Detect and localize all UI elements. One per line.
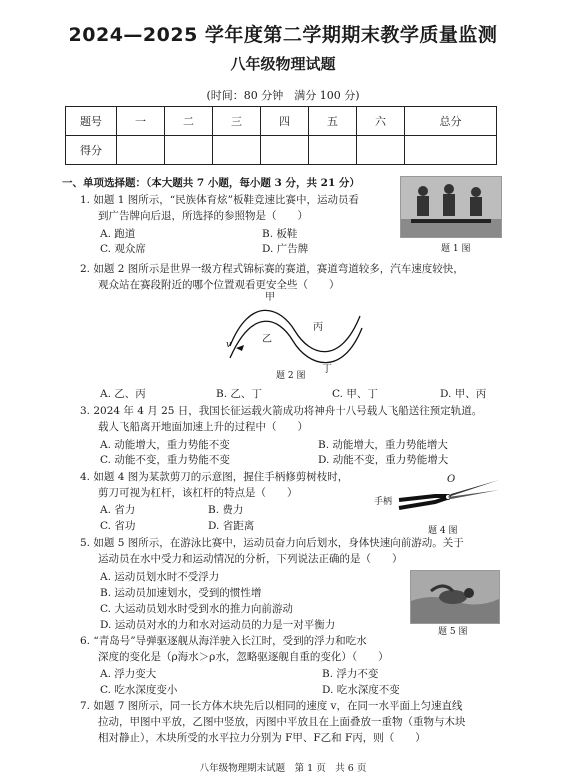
q2-label-v: v	[226, 340, 232, 350]
q6-line1: 6. “青岛号”导弹驱逐舰从海洋驶入长江时，受到的浮力和吃水	[80, 635, 367, 647]
score-blank[interactable]	[213, 136, 261, 165]
q2-line1: 2. 如题 2 图所示是世界一级方程式锦标赛的赛道，赛道弯道较多，汽车速度较快，	[80, 263, 464, 275]
q1-option-d: D. 广告牌	[262, 243, 309, 255]
q3-option-a: A. 动能增大，重力势能不变	[100, 439, 230, 451]
q6-option-d: D. 吃水深度不变	[322, 684, 400, 696]
score-cell: 一	[117, 107, 165, 136]
score-blank[interactable]	[357, 136, 405, 165]
q4-option-c: C. 省功	[100, 520, 136, 532]
score-blank[interactable]	[117, 136, 165, 165]
q5-option-a: A. 运动员划水时不受浮力	[100, 571, 220, 583]
q2-option-b: B. 乙、丁	[216, 388, 262, 400]
q1-photo	[400, 176, 502, 238]
section-title: 一、单项选择题：（本大题共 7 小题，每小题 3 分，共 21 分）	[62, 177, 360, 189]
score-cell: 五	[309, 107, 357, 136]
score-table-score-row	[66, 136, 497, 165]
score-blank[interactable]	[405, 136, 497, 165]
page-footer: 八年级物理期末试题 第 1 页 共 6 页	[199, 763, 367, 774]
q3-option-c: C. 动能不变，重力势能不变	[100, 454, 230, 466]
q4-option-a: A. 省力	[100, 504, 136, 516]
q6-line2: 深度的变化是（ρ海水＞ρ水，忽略驱逐舰自重的变化）（ ）	[98, 651, 389, 663]
score-cell: 总分	[405, 107, 497, 136]
score-cell: 三	[213, 107, 261, 136]
q2-option-d: D. 甲、丙	[440, 388, 487, 400]
q1-option-b: B. 板鞋	[262, 228, 298, 240]
q5-photo	[410, 570, 500, 624]
score-cell: 得分	[66, 136, 117, 165]
score-table	[65, 106, 497, 165]
score-cell: 题号	[66, 107, 117, 136]
q2-line2: 观众站在赛段附近的哪个位置观看更安全些（ ）	[98, 279, 340, 291]
exam-subtitle: 八年级物理试题	[230, 55, 336, 73]
q4-label-handle: 手柄	[374, 497, 393, 507]
runners-photo-icon	[401, 177, 501, 237]
q4-fig-caption: 题 4 图	[428, 526, 458, 536]
q4-option-d: D. 省距离	[208, 520, 255, 532]
q7-line2: 拉动，甲图中平放，乙图中竖放，丙图中平放且在上面叠放一重物（重物与木块	[98, 716, 466, 728]
score-cell: 六	[357, 107, 405, 136]
q2-label-yi: 乙	[262, 334, 272, 345]
q2-fig-caption: 题 2 图	[276, 371, 306, 381]
q6-option-b: B. 浮力不变	[322, 668, 379, 680]
q4-label-o: O	[447, 474, 456, 485]
q2-label-jia: 甲	[265, 292, 275, 303]
q3-option-b: B. 动能增大，重力势能增大	[318, 439, 448, 451]
q1-line1: 1. 如题 1 图所示，“民族体育炫”板鞋竞速比赛中，运动员看	[80, 194, 359, 206]
q5-line1: 5. 如题 5 图所示，在游泳比赛中，运动员奋力向后划水，身体快速向前游动。关于	[80, 537, 464, 549]
q1-line2: 到广告牌向后退，所选择的参照物是（ ）	[98, 210, 308, 222]
time-note: (时间：80 分钟 满分 100 分)	[206, 89, 360, 102]
q3-line1: 3. 2024 年 4 月 25 日，我国长征运载火箭成功将神舟十八号载人飞船送往预定轨道。	[80, 405, 483, 417]
q4-option-b: B. 费力	[208, 504, 244, 516]
score-cell: 二	[165, 107, 213, 136]
q5-option-d: D. 运动员对水的力和水对运动员的力是一对平衡力	[100, 619, 336, 631]
q6-option-a: A. 浮力变大	[100, 668, 157, 680]
q7-line3: 相对静止），木块所受的水平拉力分别为 F甲、F乙和 F丙，则（ ）	[98, 732, 426, 744]
q4-line1: 4. 如题 4 图为某款剪刀的示意图，握住手柄修剪树枝时，	[80, 471, 349, 483]
q2-label-bing: 丙	[313, 322, 323, 333]
q3-line2: 载人飞船离开地面加速上升的过程中（ ）	[98, 421, 308, 433]
q2-option-a: A. 乙、丙	[100, 388, 146, 400]
q5-line2: 运动员在水中受力和运动情况的分析，下列说法正确的是（ ）	[98, 553, 403, 565]
q6-option-c: C. 吃水深度变小	[100, 684, 178, 696]
q7-line1: 7. 如题 7 图所示，同一长方体木块先后以相同的速度 v，在同一水平面上匀速直线	[80, 700, 463, 712]
q2-label-ding: 丁	[322, 364, 332, 375]
q5-option-c: C. 大运动员划水时受到水的推力向前游动	[100, 603, 293, 615]
q1-option-a: A. 跑道	[100, 228, 136, 240]
exam-title: 2024—2025 学年度第二学期期末教学质量监测	[68, 24, 498, 46]
score-blank[interactable]	[261, 136, 309, 165]
q3-option-d: D. 动能不变，重力势能增大	[318, 454, 449, 466]
q5-option-b: B. 运动员加速划水，受到的惯性增	[100, 587, 262, 599]
q4-line2: 剪刀可视为杠杆，该杠杆的特点是（ ）	[98, 487, 298, 499]
swimmer-photo-icon	[411, 571, 499, 623]
q5-fig-caption: 题 5 图	[438, 627, 468, 637]
q2-option-c: C. 甲、丁	[332, 388, 378, 400]
score-table-header-row	[66, 107, 497, 136]
q1-option-c: C. 观众席	[100, 243, 146, 255]
score-blank[interactable]	[165, 136, 213, 165]
q1-fig-caption: 题 1 图	[441, 244, 471, 254]
q2-track-diagram	[220, 286, 370, 376]
score-blank[interactable]	[309, 136, 357, 165]
score-cell: 四	[261, 107, 309, 136]
